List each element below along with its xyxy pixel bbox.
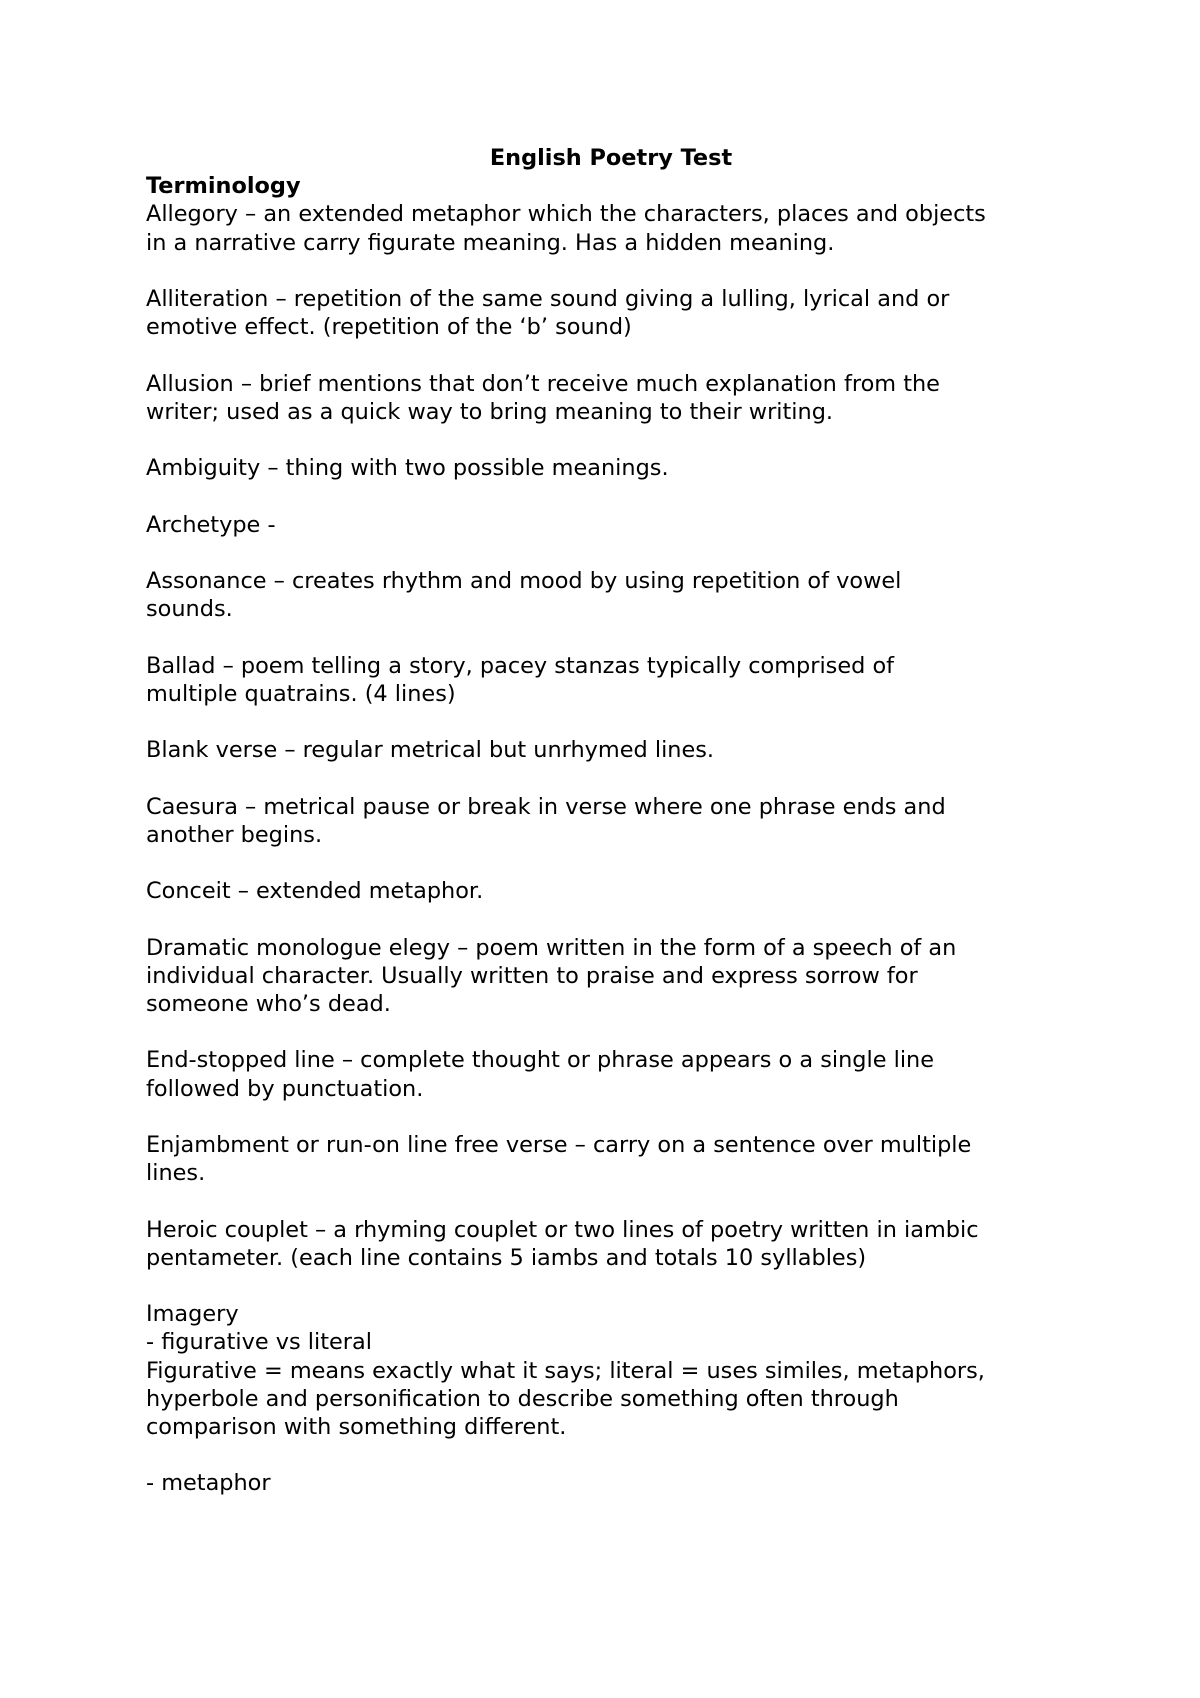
term-assonance: Assonance – creates rhythm and mood by using repetition of vowel sounds. [146,567,902,623]
term-dramatic-monologue: Dramatic monologue elegy – poem written in the form of a speech of an individual character. Usually written to praise and express sorrow for someone who’s dead. [146,934,957,1017]
term-metaphor: - metaphor [146,1470,271,1497]
term-end-stopped-line: End-stopped line – complete thought or phrase appears o a single line followed by punctuation. [146,1047,935,1102]
term-ambiguity: Ambiguity – thing with two possible meanings. [146,455,669,482]
term-caesura: Caesura – metrical pause or break in verse where one phrase ends and another begins. [146,793,946,848]
term-blank-verse: Blank verse – regular metrical but unrhymed lines. [146,737,715,764]
term-heroic-couplet: Heroic couplet – a rhyming couplet or two lines of poetry written in iambic pentameter. (each line contains 5 iambs and totals 10 syllables) [146,1216,979,1271]
term-ballad: Ballad – poem telling a story, pacey stanzas typically comprised of multiple quatrains. (4 lines) [146,652,895,707]
term-conceit: Conceit – extended metaphor. [146,878,484,905]
term-enjambment: Enjambment or run-on line free verse – carry on a sentence over multiple lines. [146,1131,972,1187]
document-page [146,144,1076,1498]
document-title: English Poetry Test [489,145,733,171]
term-allegory: Allegory – an extended metaphor which the characters, places and objects in a narrative carry figurate meaning. Has a hidden meaning. [146,201,986,256]
term-alliteration: Alliteration – repetition of the same sound giving a lulling, lyrical and or emotive effect. (repetition of the ‘b’ sound) [146,286,950,341]
term-imagery: Imagery - figurative vs literal Figurative = means exactly what it says; literal = uses similes, metaphors, hyperbole and personification to describe something often through comparison with something different. [146,1301,985,1440]
term-archetype: Archetype - [146,511,276,538]
section-heading: Terminology [146,173,301,200]
term-allusion: Allusion – brief mentions that don’t receive much explanation from the writer; used as a quick way to bring meaning to their writing. [146,370,940,425]
